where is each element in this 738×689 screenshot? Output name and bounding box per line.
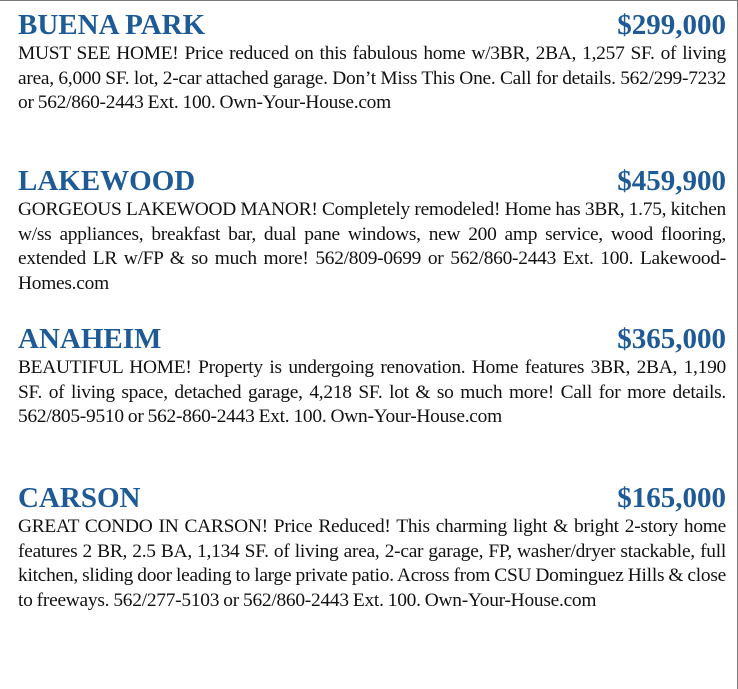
listing-description: BEAUTIFUL HOME! Property is undergoing renovation. Home features 3BR, 2BA, 1,190 SF. of living space, detached garage, 4,218 SF. lot & so much more! Call for more details. 562/805-9510 or 562-860-2443 Ext. 100. Own-Your-House.com — [18, 357, 726, 428]
listing-price: $165,000 — [617, 482, 726, 514]
listing-headline — [14, 8, 726, 42]
listing-carson — [14, 481, 726, 614]
listing-description: MUST SEE HOME! Price reduced on this fabulous home w/3BR, 2BA, 1,257 SF. of living area, 6,000 SF. lot, 2-car attached garage. Don’t Miss This One. Call for details. 562/299-7232 or 562/860-2443 Ext. 100. Own-Your-House.com — [18, 43, 726, 114]
listing-price: $459,900 — [617, 165, 726, 197]
listing-price: $365,000 — [617, 323, 726, 355]
listing-description: GORGEOUS LAKEWOOD MANOR! Completely remodeled! Home has 3BR, 1.75, kitchen w/ss appliances, breakfast bar, dual pane windows, new 200 amp service, wood flooring, extended LR w/FP & so much more! 562/809-0699 or 562/860-2443 Ext. 100. Lakewood-Homes.com — [18, 199, 726, 295]
listing-headline — [14, 481, 726, 515]
listing-buena-park — [14, 8, 726, 116]
listing-description: GREAT CONDO IN CARSON! Price Reduced! This charming light & bright 2-story home features 2 BR, 2.5 BA, 1,134 SF. of living area, 2-car garage, FP, washer/dryer stackable, full kitchen, sliding door leading to large private patio. Across from CSU Dominguez Hills & close to freeways. 562/277-5103 or 562/860-2443 Ext. 100. Own-Your-House.com — [18, 516, 726, 612]
listing-city: LAKEWOOD — [18, 165, 196, 197]
listing-headline — [14, 164, 726, 198]
listing-city: ANAHEIM — [18, 323, 162, 355]
listing-anaheim — [14, 322, 726, 430]
listing-city: CARSON — [18, 482, 141, 514]
listing-lakewood — [14, 164, 726, 297]
listing-price: $299,000 — [617, 9, 726, 41]
listing-city: BUENA PARK — [18, 9, 206, 41]
listing-headline — [14, 322, 726, 356]
